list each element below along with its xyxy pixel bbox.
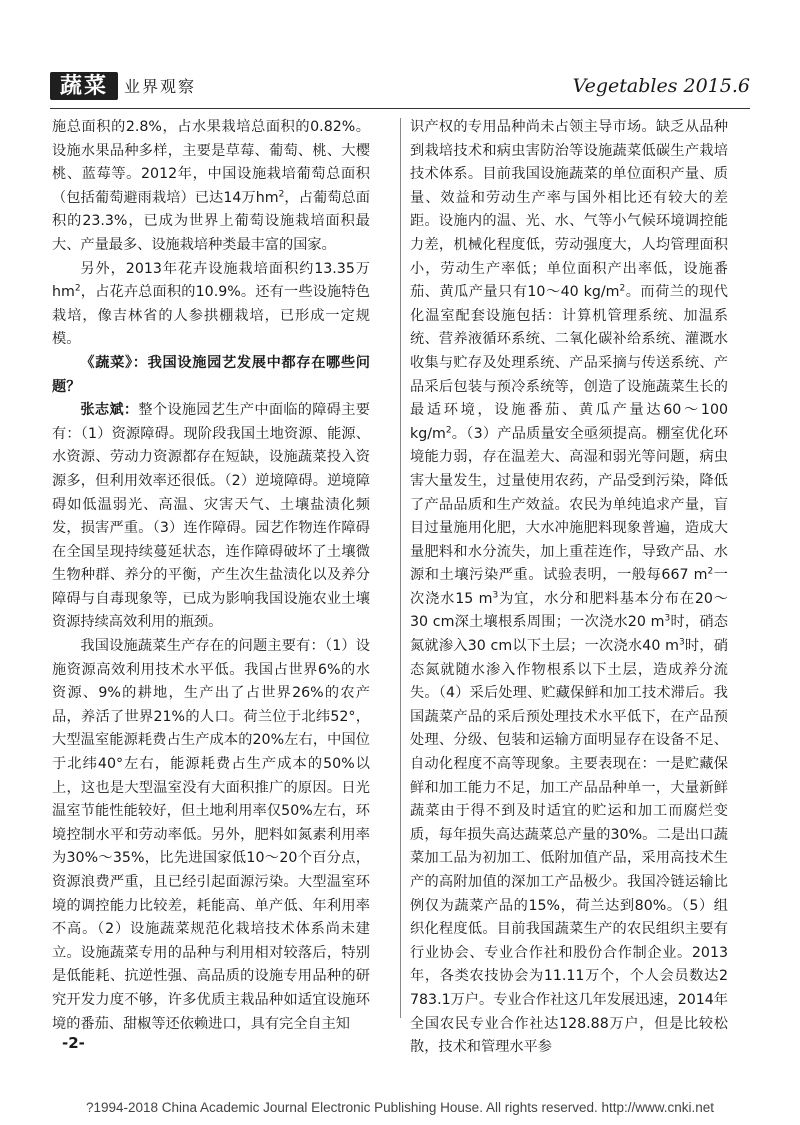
journal-logo: 蔬菜 <box>50 72 118 100</box>
paragraph: 识产权的专用品种尚未占领主导市场。缺乏从品种到栽培技术和病虫害防治等设施蔬菜低碳生产栽培技术体系。目前我国设施蔬菜的单位面积产量、质量、效益和劳动生产率与国外相比还有较大的差距。设施内的温、光、水、气等小气候环境调控能力差，机械化程度低，劳动强度大，人均管理面积小，劳动生产率低；单位面积产出率低，设施番茄、黄瓜产量只有10～40 $kg/m^2$。而荷兰的现代化温室配套设施包括：计算机管理系统、加温系统、营养液循环系统、二氧化碳补给系统、灌溉水收集与贮存及处理系统、产品采摘与传送系统、产品采后包装与预冷系统等，创造了设施蔬菜生长的最适环境，设施番茄、黄瓜产量达60～100 $kg/m^2$。（3）产品质量安全亟须提高。棚室优化环境能力弱，存在温差大、高湿和弱光等问题，病虫害大量发生，过量使用农药，产品受到污染，降低了产品品质和生产效益。农民为单纯追求产量，盲目过量施用化肥，大水冲施肥料现象普遍，造成大量肥料和水分流失，加上重茬连作，导致产品、水源和土壤污染严重。试验表明，一般每667 $m^2$一次浇水15 $m^3$为宜，水分和肥料基本分布在20～30 cm深土壤根系周围；一次浇水20 $m^3$时，硝态氮就渗入30 cm以下土层；一次浇水40 $m^3$时，硝态氮就随水渗入作物根系以下土层，造成养分流失。（4）采后处理、贮藏保鲜和加工技术滞后。我国蔬菜产品的采后预处理技术水平低下，在产品预处理、分级、包装和运输方面明显存在设备不足、自动化程度不高等现象。主要表现在：一是贮藏保鲜和加工能力不足，加工产品品种单一，大量新鲜蔬菜由于得不到及时适宜的贮运和加工而腐烂变质，每年损失高达蔬菜总产量的30%。二是出口蔬菜加工品为初加工、低附加值产品，采用高技术生产的高附加值的深加工产品极少。我国冷链运输比例仅为蔬菜产品的15%，荷兰达到80%。（5）组织化程度低。目前我国蔬菜生产的农民组织主要有行业协会、专业合作社和股份合作制企业。2013年，各类农技协会为11.11万个，个人会员数达2 783.1万户。专业合作社这几年发展迅速，2014年全国农民专业合作社达128.88万户，但是比较松散，技术和管理水平参 <box>410 119 728 1056</box>
paragraph: 施总面积的2.8%，占水果栽培总面积的0.82%。设施水果品种多样，主要是草莓、葡萄、桃、大樱桃、蓝莓等。2012年，中国设施栽培葡萄总面积（包括葡萄避雨栽培）已达14万$hm^2$，占葡萄总面积的23.3%，已成为世界上葡萄设施栽培面积最大、产量最多、设施栽培种类最丰富的国家。 <box>52 119 370 253</box>
section-title: 业界观察 <box>124 77 197 96</box>
interview-question: 《蔬菜》：我国设施园艺发展中都存在哪些问题？ <box>52 354 370 395</box>
paragraph: 我国设施蔬菜生产存在的问题主要有：（1）设施资源高效利用技术水平低。我国占世界6%的水资源、9%的耕地，生产出了占世界26%的农产品，养活了世界21%的人口。荷兰位于北纬52°，大型温室能源耗费占生产成本的20%左右，中国位于北纬40°左右，能源耗费占生产成本的50%以上，这也是大型温室没有大面积推广的原因。日光温室节能性能较好，但土地利用率仅50%左右，环境控制水平和劳动率低。另外，肥料如氮素利用率为30%～35%，比先进国家低10～20个百分点，资源浪费严重，且已经引起面源污染。大型温室环境的调控能力比较差，耗能高、单产低、年利用率不高。（2）设施蔬菜规范化栽培技术体系尚未建立。设施蔬菜专用的品种与利用相对较落后，特别是低能耗、抗逆性强、高品质的设施专用品种的研究开发力度不够，许多优质主栽品种如适宜设施环境的番茄、甜椒等还依赖进口，具有完全自主知 <box>52 638 370 1032</box>
left-column <box>52 116 370 1036</box>
interview-answer: 张志斌：整个设施园艺生产中面临的障碍主要有：（1）资源障碍。现阶段我国土地资源、能源、水资源、劳动力资源都存在短缺，设施蔬菜投入资源多，但利用效率还很低。（2）逆境障碍。逆境障碍如低温弱光、高温、灾害天气、土壤盐渍化频发，损害严重。（3）连作障碍。园艺作物连作障碍在全国呈现持续蔓延状态，连作障碍破坏了土壤微生物种群、养分的平衡，产生次生盐渍化以及养分障碍与自毒现象等，已成为影响我国设施农业土壤资源持续高效利用的瓶颈。 <box>52 402 370 631</box>
journal-issue: Vegetables 2015.6 <box>572 75 750 97</box>
right-column <box>410 116 728 1060</box>
page-number: -2- <box>62 1034 85 1052</box>
column-divider <box>400 118 401 1018</box>
copyright-footer: ?1994-2018 China Academic Journal Electronic Publishing House. All rights reserved. http://www.cnki.net <box>85 1100 715 1115</box>
speaker-name: 张志斌： <box>80 402 139 419</box>
page-header <box>50 72 750 102</box>
paragraph: 另外，2013年花卉设施栽培面积约13.35万$hm^2$，占花卉总面积的10.9%。还有一些设施特色栽培，像吉林省的人参拱棚栽培，已形成一定规模。 <box>52 260 370 348</box>
header-rule <box>50 108 750 109</box>
